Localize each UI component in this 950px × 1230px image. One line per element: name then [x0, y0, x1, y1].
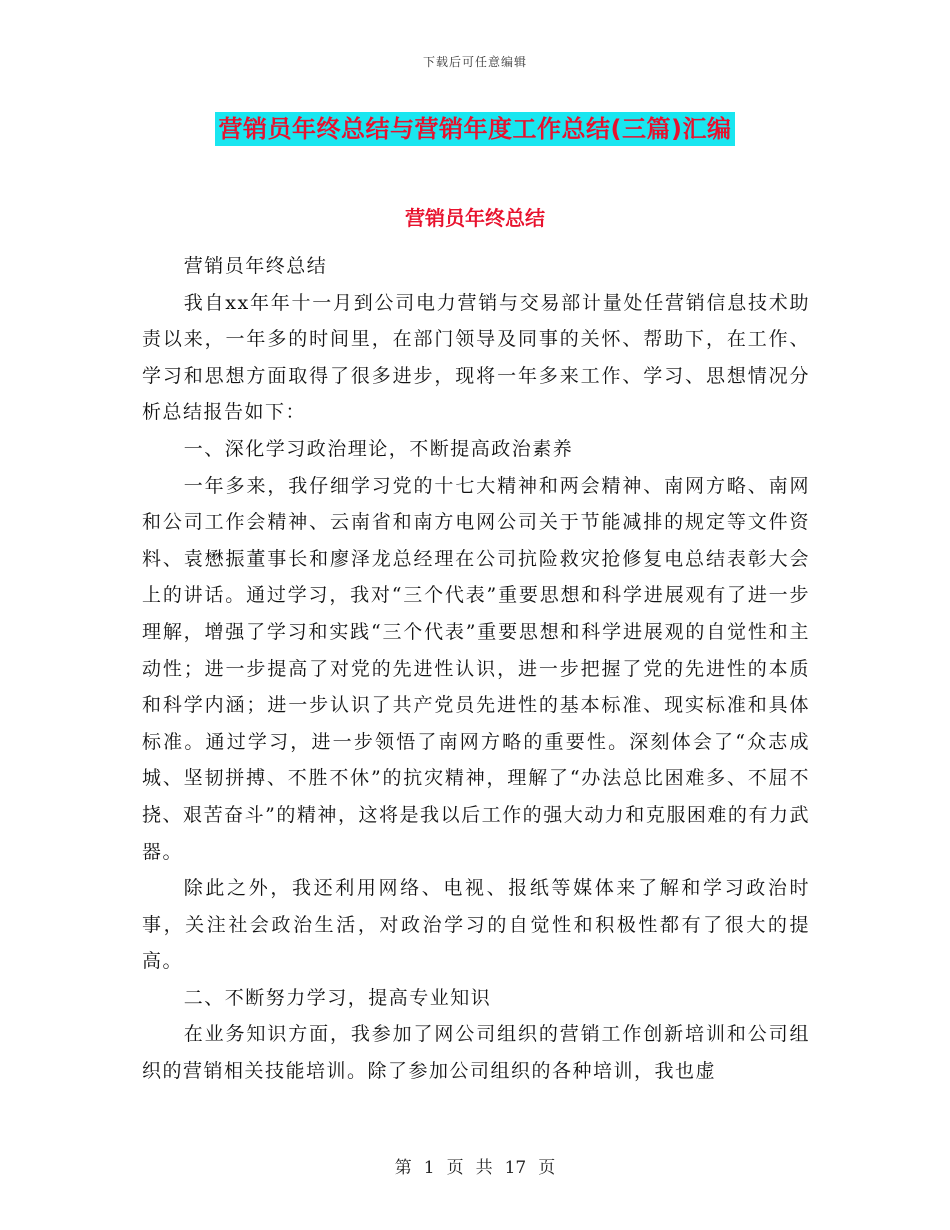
- main-title: 营销员年终总结与营销年度工作总结(三篇)汇编: [215, 112, 736, 146]
- paragraph: 二、不断努力学习，提高专业知识: [183, 986, 492, 1009]
- page-label-prefix: 第: [394, 1158, 412, 1178]
- section-title: 营销员年终总结: [405, 206, 545, 230]
- document-body: [142, 248, 810, 1090]
- paragraph: 我自xx年年十一月到公司电力营销与交易部计量处任营销信息技术助责以来，一年多的时间里，在部门领导及同事的关怀、帮助下，在工作、学习和思想方面取得了很多进步，现将一年多来工作、学习、思想情况分析总结报告如下：: [142, 291, 810, 424]
- download-note: 下载后可任意编辑: [422, 55, 527, 69]
- paragraph: 一年多来，我仔细学习党的十七大精神和两会精神、南网方略、南网和公司工作会精神、云南省和南方电网公司关于节能减排的规定等文件资料、袁懋振董事长和廖泽龙总经理在公司抗险救灾抢修复电总结表彰大会上的讲话。通过学习，我对“三个代表”重要思想和科学进展观有了进一步理解，增强了学习和实践“三个代表”重要思想和科学进展观的自觉性和主动性；进一步提高了对党的先进性认识，进一步把握了党的先进性的本质和科学内涵；进一步认识了共产党员先进性的基本标准、现实标准和具体标准。通过学习，进一步领悟了南网方略的重要性。深刻体会了“众志成城、坚韧拼搏、不胜不休”的抗灾精神，理解了“办法总比困难多、不屈不挠、艰苦奋斗”的精神，这将是我以后工作的强大动力和克服困难的有力武器。: [142, 474, 810, 863]
- page-label-suffix: 页: [538, 1158, 556, 1178]
- total-label: 共: [475, 1158, 493, 1178]
- paragraph: 除此之外，我还利用网络、电视、报纸等媒体来了解和学习政治时事，关注社会政治生活，对政治学习的自觉性和积极性都有了很大的提高。: [142, 877, 810, 973]
- paragraph: 营销员年终总结: [183, 255, 328, 277]
- paragraph: 一、深化学习政治理论，不断提高政治素养: [183, 437, 574, 460]
- total-pages: 17: [504, 1158, 527, 1178]
- paragraph: 在业务知识方面，我参加了网公司组织的营销工作创新培训和公司组织的营销相关技能培训。除了参加公司组织的各种培训，我也虚: [142, 1023, 810, 1083]
- main-title-container: [0, 112, 950, 146]
- page-footer: [0, 1153, 950, 1178]
- page-number: 1: [423, 1158, 435, 1178]
- page-label-mid: 页: [446, 1158, 464, 1178]
